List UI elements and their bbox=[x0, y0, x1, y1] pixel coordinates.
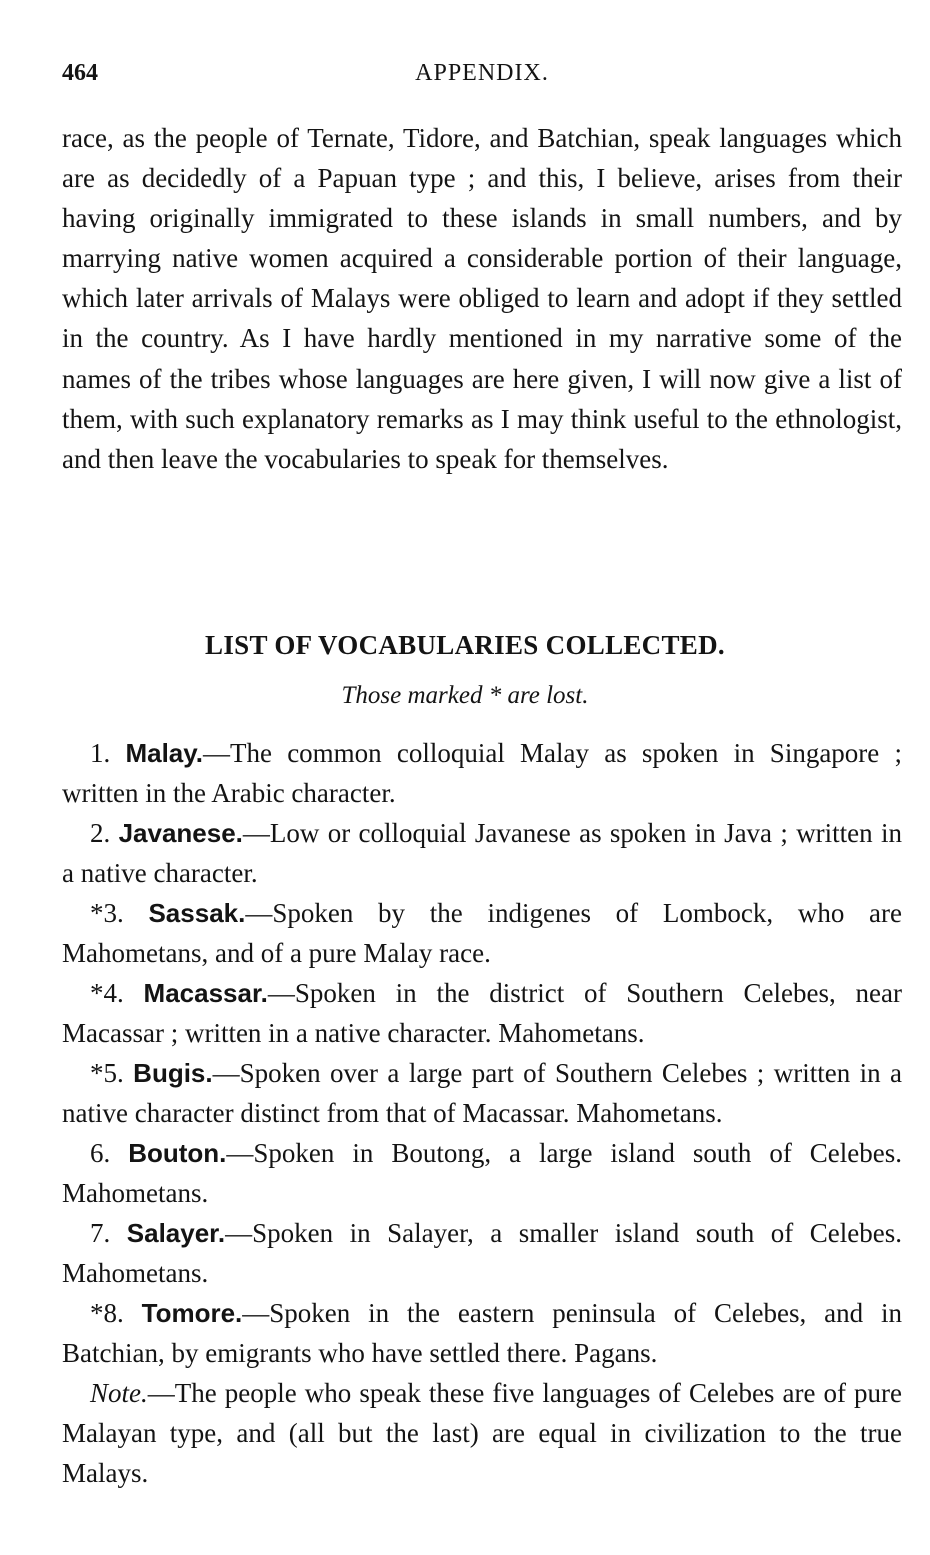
entry-name: Javanese. bbox=[118, 818, 243, 848]
entry-name: Bouton. bbox=[128, 1138, 227, 1168]
entry-number: *3. bbox=[90, 898, 124, 928]
entry-number: 2. bbox=[90, 818, 111, 848]
entry-number: *4. bbox=[90, 978, 124, 1008]
running-head bbox=[62, 60, 902, 92]
entry-text: —Low or colloquial Javanese as spoken in Java ; written in a native character. bbox=[62, 818, 902, 888]
entry-text: —Spoken by the indigenes of Lombock, who are Mahometans, and of a pure Malay race. bbox=[62, 898, 903, 968]
entry-number: 1. bbox=[90, 738, 111, 768]
list-item bbox=[62, 973, 902, 1053]
note-label: Note. bbox=[90, 1378, 148, 1408]
intro-paragraph: race, as the people of Ternate, Tidore, and Batchian, speak languages which are as decidedly of a Papuan type ; and this, I believe, arises from their having originally immigrated to these islands in small numbers, and by marrying native women acquired a considerable portion of their language, which later arrivals of Malays were obliged to learn and adopt if they settled in the country. As I have hardly mentioned in my narrative some of the names of the tribes whose languages are here given, I will now give a list of them, with such explanatory remarks as I may think useful to the ethnologist, and then leave the vocabularies to speak for themselves. bbox=[62, 123, 902, 474]
entry-name: Salayer. bbox=[126, 1218, 226, 1248]
entry-name: Macassar. bbox=[143, 978, 268, 1008]
entry-name: Sassak. bbox=[148, 898, 246, 928]
section-heading: LIST OF VOCABULARIES COLLECTED. bbox=[205, 630, 725, 660]
list-item bbox=[62, 1213, 902, 1293]
note-paragraph bbox=[62, 1373, 902, 1493]
entry-text: —Spoken in the district of Southern Celebes, near Macassar ; written in a native character. Mahometans. bbox=[62, 978, 903, 1048]
list-item bbox=[62, 893, 902, 973]
entry-number: 6. bbox=[90, 1138, 111, 1168]
entry-name: Malay. bbox=[125, 738, 204, 768]
list-item bbox=[62, 1293, 902, 1373]
section-subnote: Those marked * are lost. bbox=[341, 682, 589, 709]
vocabulary-list bbox=[62, 733, 902, 1493]
list-item bbox=[62, 1053, 902, 1133]
entry-text: —Spoken in Salayer, a smaller island south of Celebes. Mahometans. bbox=[62, 1218, 902, 1288]
list-item bbox=[62, 733, 902, 813]
entry-text: —The common colloquial Malay as spoken in Singapore ; written in the Arabic character. bbox=[62, 738, 902, 808]
entry-name: Tomore. bbox=[141, 1298, 243, 1328]
entry-name: Bugis. bbox=[133, 1058, 213, 1088]
entry-number: 7. bbox=[90, 1218, 111, 1248]
entry-number: *5. bbox=[90, 1058, 124, 1088]
entry-text: —Spoken in Boutong, a large island south of Celebes. Mahometans. bbox=[62, 1138, 903, 1208]
entry-text: —Spoken in the eastern peninsula of Celebes, and in Batchian, by emigrants who have settled there. Pagans. bbox=[62, 1298, 902, 1368]
note-text: —The people who speak these five languages of Celebes are of pure Malayan type, and (all but the last) are equal in civilization to the true Malays. bbox=[62, 1378, 902, 1488]
entry-number: *8. bbox=[90, 1298, 124, 1328]
running-title: APPENDIX. bbox=[415, 60, 549, 86]
list-item bbox=[62, 1133, 902, 1213]
page-number: 464 bbox=[62, 60, 98, 86]
list-item bbox=[62, 813, 902, 893]
entry-text: —Spoken over a large part of Southern Celebes ; written in a native character distinct from that of Macassar. Mahometans. bbox=[62, 1058, 903, 1128]
